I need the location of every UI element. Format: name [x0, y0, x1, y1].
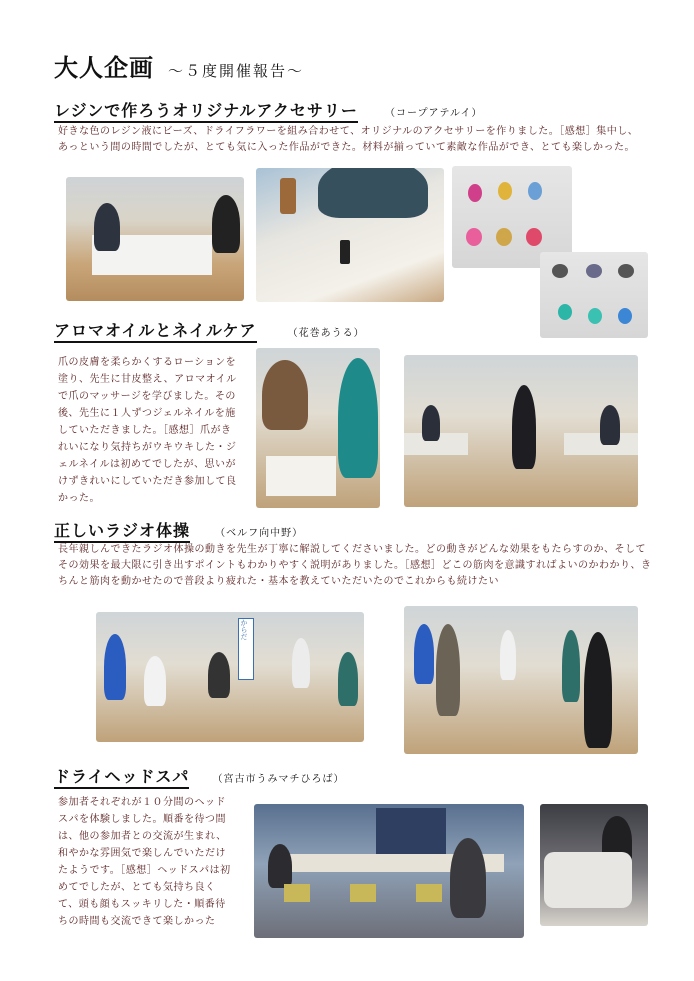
photo-chair [416, 884, 442, 902]
photo-accessory [558, 304, 572, 320]
photo-person [450, 838, 486, 918]
photo-nail-care [256, 348, 380, 508]
photo-person [584, 632, 612, 748]
photo-nail-room [404, 355, 638, 507]
section-radio-text: 長年親しんできたラジオ体操の動きを先生が丁寧に解説してくださいました。どの動きがどんな効果をもたらすのか、そしてその効果を最大限に引き出すポイントもわかりやすく説明がありました。［感想］どこの筋肉を意識すればよいのかわかり、きちんと筋肉を動かせたので普段より疲れた・基本を教えていただいたのでこれからも続けたい [58, 544, 652, 587]
photo-accessory [588, 308, 602, 324]
photo-accessory [552, 264, 568, 278]
page-title [54, 48, 304, 83]
photo-person [94, 203, 120, 251]
section-headspa-text: 参加者それぞれが１０分間のヘッドスパを体験しました。順番を待つ間は、他の参加者との交流が生まれ、和やかな雰囲気で楽しんでいただけたようです。［感想］ヘッドスパは初めてでしたが、とても気持ち良くて、頭も顔もスッキリした・順番待ちの時間も交流できて楽しかった [58, 797, 231, 927]
photo-chair [350, 884, 376, 902]
banner-text: からだ [240, 619, 248, 640]
photo-person [262, 360, 308, 430]
section-org: （宮古市うみマチひろば） [212, 774, 345, 785]
photo-person [318, 168, 428, 218]
section-heading: 正しいラジオ体操 [54, 521, 190, 543]
photo-person [208, 652, 230, 698]
section-resin-header [54, 98, 483, 121]
photo-accessory [618, 264, 634, 278]
photo-bottle [340, 240, 350, 264]
photo-chair [284, 884, 310, 902]
photo-person [422, 405, 440, 441]
photo-person [600, 405, 620, 445]
banner [238, 618, 254, 680]
photo-person [414, 624, 434, 684]
photo-accessory [586, 264, 602, 278]
section-org: （花巻あうる） [287, 328, 365, 339]
section-resin-text: 好きな色のレジン液にビーズ、ドライフラワーを組み合わせて、オリジナルのアクセサリーを作りました。［感想］集中し、あっという間の時間でしたが、とても気に入った作品ができた。材料が揃っていて素敵な作品ができ、とても楽しかった。 [58, 126, 639, 153]
photo-radio-exercise-1 [96, 612, 364, 742]
section-heading: レジンで作ろうオリジナルアクセサリー [54, 101, 358, 123]
photo-person [436, 624, 460, 716]
photo-table [266, 456, 336, 496]
section-heading: ドライヘッドスパ [54, 767, 189, 789]
photo-person [104, 634, 126, 700]
photo-person [512, 385, 536, 469]
page-title-main: 大人企画 [54, 54, 154, 82]
photo-accessory [468, 184, 482, 202]
section-heading: アロマオイルとネイルケア [54, 321, 257, 343]
photo-resin-closeup [256, 168, 444, 302]
photo-person [292, 638, 310, 688]
photo-person [562, 630, 580, 702]
photo-accessory [526, 228, 542, 246]
photo-headspa-treatment [540, 804, 648, 926]
photo-resin-accessories-2 [540, 252, 648, 338]
section-headspa-header [54, 764, 344, 787]
photo-accessory [528, 182, 542, 200]
photo-headspa-room [254, 804, 524, 938]
section-org: （コープアテルイ） [385, 108, 483, 119]
photo-person [144, 656, 166, 706]
photo-person [338, 652, 358, 706]
photo-bed [544, 852, 632, 908]
photo-bottle [280, 178, 296, 214]
photo-accessory [466, 228, 482, 246]
section-aroma-text: 爪の皮膚を柔らかくするローションを塗り、先生に甘皮整え、アロマオイルで爪のマッサージを学びました。その後、先生に１人ずつジェルネイルを施していただきました。［感想］爪がきれいになり気持ちがウキウキした・ジェルネイルは初めてでしたが、思いがけずきれいにしていただき参加して良かった。 [58, 357, 237, 504]
photo-resin-workshop [66, 177, 244, 301]
section-radio-header [54, 518, 303, 541]
photo-accessory [618, 308, 632, 324]
page-subtitle: ～５度開催報告～ [168, 62, 305, 80]
section-aroma-header [54, 318, 365, 341]
photo-person [268, 844, 292, 888]
photo-person [338, 358, 378, 478]
section-org: （ベルフ向中野） [215, 528, 304, 539]
photo-radio-exercise-2 [404, 606, 638, 754]
photo-accessory [498, 182, 512, 200]
photo-person [500, 630, 516, 680]
photo-person [212, 195, 240, 253]
photo-screen [376, 808, 446, 858]
photo-accessory [496, 228, 512, 246]
